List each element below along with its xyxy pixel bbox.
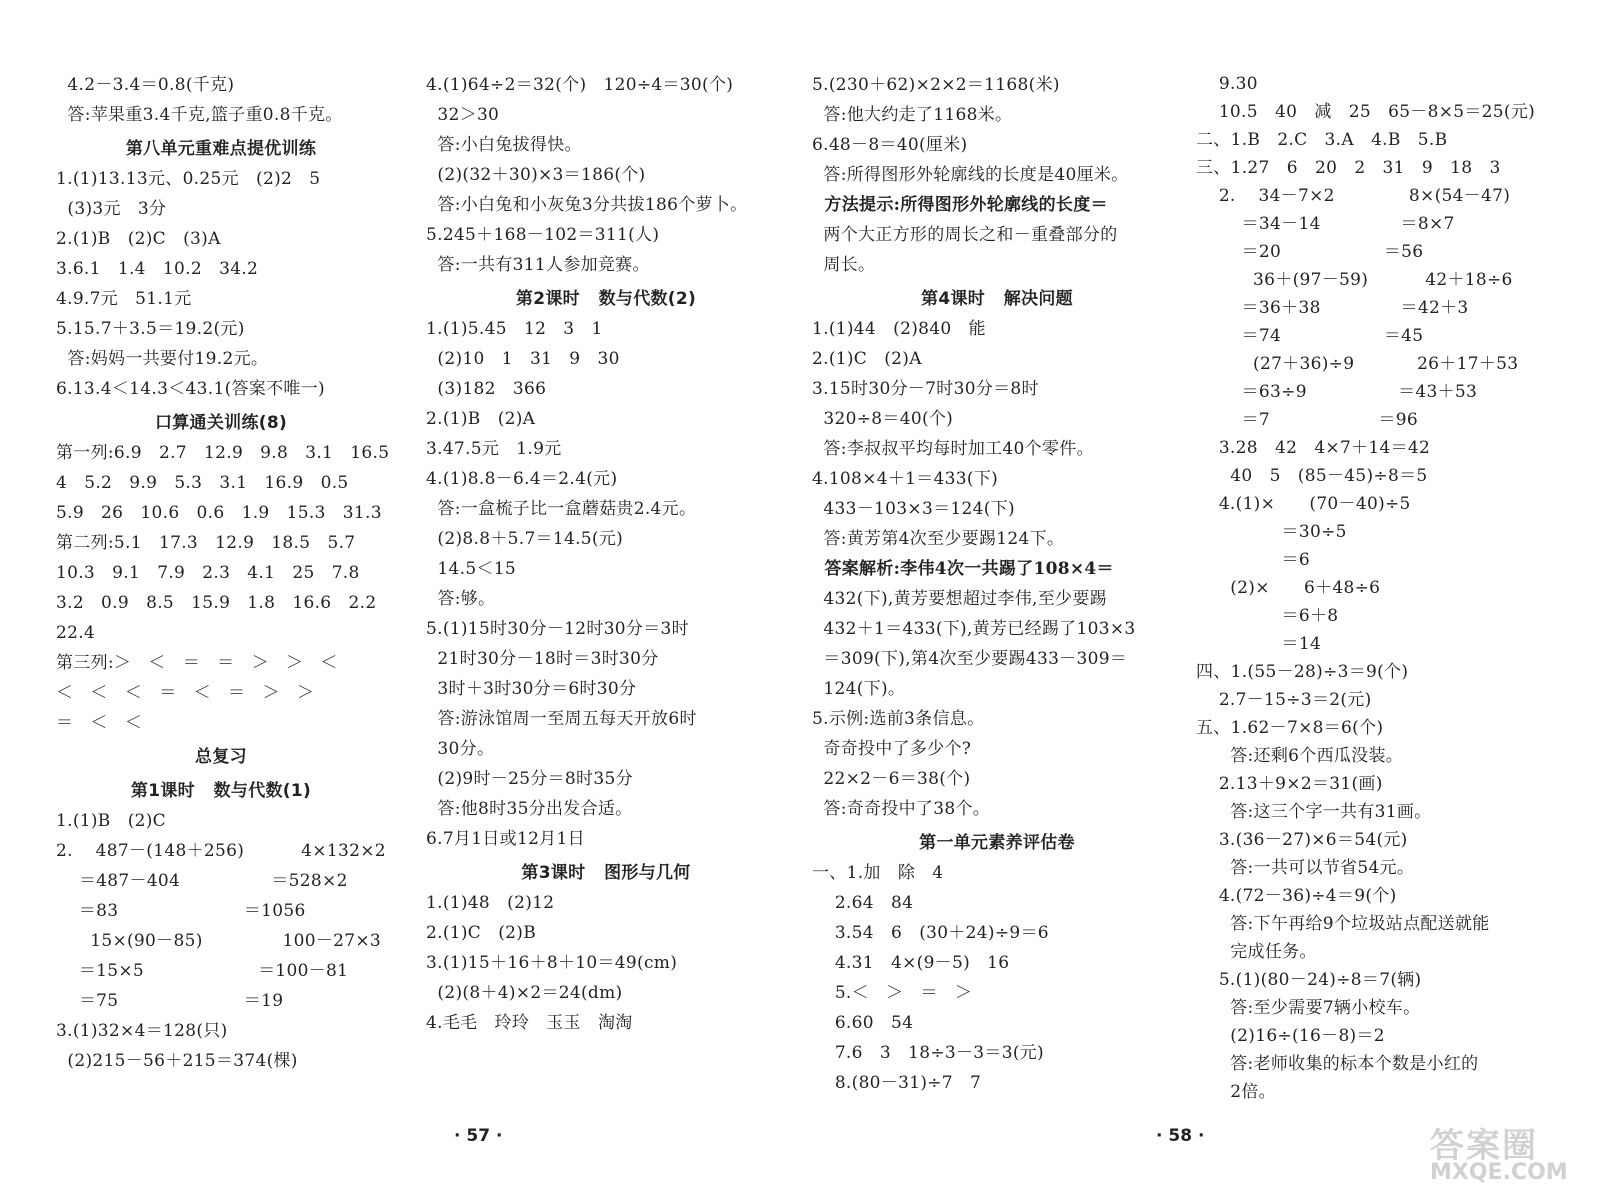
answer-line: 22×2－6＝38(个) — [812, 769, 971, 789]
answer-line: 2.64 84 — [812, 893, 914, 913]
answer-line: 2.(1)B (2)A — [426, 409, 536, 429]
answer-line: 2.(1)C (2)B — [426, 923, 536, 943]
answer-line: ＝20 ＝56 — [1196, 242, 1424, 262]
answer-line: 3.28 42 4×7＋14＝42 — [1196, 438, 1431, 458]
answer-line: 124(下)。 — [812, 679, 906, 699]
answer-line: 1.(1)48 (2)12 — [426, 893, 555, 913]
answer-line: 30分。 — [426, 739, 495, 759]
answer-line: 二、1.B 2.C 3.A 4.B 5.B — [1196, 130, 1448, 150]
answer-line: 6.7月1日或12月1日 — [426, 829, 585, 849]
answer-column-3 — [812, 70, 1182, 1098]
answer-line: 1.(1)44 (2)840 能 — [812, 319, 986, 339]
answer-line: 5.245＋168－102＝311(人) — [426, 225, 660, 245]
answer-line: 3.(1)32×4＝128(只) — [56, 1021, 228, 1041]
answer-line: 完成任务。 — [1196, 942, 1317, 962]
answer-line: 答:老师收集的标本个数是小红的 — [1196, 1054, 1479, 1074]
answer-line: ＝83 ＝1056 — [56, 901, 306, 921]
answer-line: 答:所得图形外轮廓线的长度是40厘米。 — [812, 165, 1129, 185]
section-heading: 第4课时 解决问题 — [921, 289, 1073, 309]
answer-line: 8.(80－31)÷7 7 — [812, 1073, 982, 1093]
watermark-url: MXQE.COM — [1430, 1160, 1568, 1185]
answer-column-2 — [426, 70, 786, 1038]
answer-line: ＝ ＜ ＜ — [56, 713, 143, 733]
answer-line: 4.2－3.4＝0.8(千克) — [56, 75, 235, 95]
answer-line: ＝75 ＝19 — [56, 991, 284, 1011]
answer-line: 6.60 54 — [812, 1013, 914, 1033]
answer-line: 4.108×4＋1＝433(下) — [812, 469, 999, 489]
answer-line: 4.(1)64÷2＝32(个) 120÷4＝30(个) — [426, 75, 734, 95]
page-number-left: · 57 · — [454, 1126, 503, 1146]
answer-line: 答:还剩6个西瓜没装。 — [1196, 746, 1404, 766]
answer-line: 五、1.62－7×8＝6(个) — [1196, 718, 1384, 738]
answer-line: (2)× 6＋48÷6 — [1196, 578, 1381, 598]
answer-line: 7.6 3 18÷3－3＝3(元) — [812, 1043, 1044, 1063]
answer-line: 2倍。 — [1196, 1082, 1276, 1102]
answer-line: 答:至少需要7辆小校车。 — [1196, 998, 1421, 1018]
answer-line: 3.6.1 1.4 10.2 34.2 — [56, 259, 259, 279]
answer-line: 答:一共可以节省54元。 — [1196, 858, 1415, 878]
answer-line: 4.(72－36)÷4＝9(个) — [1196, 886, 1397, 906]
answer-line: 32＞30 — [426, 105, 500, 125]
answer-line: 4.9.7元 51.1元 — [56, 289, 192, 309]
answer-line: 10.5 40 减 25 65－8×5＝25(元) — [1196, 102, 1536, 122]
answer-line: 36＋(97－59) 42＋18÷6 — [1196, 270, 1513, 290]
answer-line: (3)182 366 — [426, 379, 547, 399]
answer-line: 四、1.(55－28)÷3＝9(个) — [1196, 662, 1409, 682]
answer-line: 4.毛毛 玲玲 玉玉 淘淘 — [426, 1013, 633, 1033]
answer-line: 答:游泳馆周一至周五每天开放6时 — [426, 709, 697, 729]
answer-line: 答:妈妈一共要付19.2元。 — [56, 349, 269, 369]
answer-line: 9.30 — [1196, 74, 1258, 94]
answer-line: 答案解析:李伟4次一共踢了108×4＝ — [812, 559, 1114, 579]
answer-line: 答:小白兔和小灰兔3分共拔186个萝卜。 — [426, 195, 748, 215]
answer-line: 5.＜ ＞ ＝ ＞ — [812, 983, 973, 1003]
answer-line: 答:他8时35分出发合适。 — [426, 799, 633, 819]
answer-line: 3.54 6 (30＋24)÷9＝6 — [812, 923, 1049, 943]
section-heading: 第1课时 数与代数(1) — [130, 781, 312, 801]
answer-line: ＝15×5 ＝100－81 — [56, 961, 349, 981]
answer-line: 答:苹果重3.4千克,篮子重0.8千克。 — [56, 105, 343, 125]
answer-line: 433－103×3＝124(下) — [812, 499, 1015, 519]
answer-line: 10.3 9.1 7.9 2.3 4.1 25 7.8 — [56, 563, 360, 583]
answer-line: 答:下午再给9个垃圾站点配送就能 — [1196, 914, 1490, 934]
answer-line: 三、1.27 6 20 2 31 9 18 3 — [1196, 158, 1501, 178]
section-heading: 总复习 — [195, 747, 247, 767]
answer-line: 2.7－15÷3＝2(元) — [1196, 690, 1372, 710]
answer-line: 1.(1)5.45 12 3 1 — [426, 319, 603, 339]
answer-line: 2.(1)B (2)C (3)A — [56, 229, 221, 249]
answer-line: 答:够。 — [426, 589, 496, 609]
answer-line: 3.15时30分－7时30分＝8时 — [812, 379, 1039, 399]
answer-line: ＝6＋8 — [1196, 606, 1339, 626]
section-heading: 第八单元重难点提优训练 — [125, 139, 317, 159]
answer-line: 14.5＜15 — [426, 559, 516, 579]
answer-line: ＝14 — [1196, 634, 1322, 654]
answer-line: 3.(1)15＋16＋8＋10＝49(cm) — [426, 953, 678, 973]
answer-line: 两个大正方形的周长之和－重叠部分的 — [812, 225, 1118, 245]
answer-line: ＝6 — [1196, 550, 1310, 570]
answer-line: 5.15.7＋3.5＝19.2(元) — [56, 319, 245, 339]
section-heading: 第3课时 图形与几何 — [521, 863, 691, 883]
answer-line: 第一列:6.9 2.7 12.9 9.8 3.1 16.5 — [56, 443, 390, 463]
answer-line: 第二列:5.1 17.3 12.9 18.5 5.7 — [56, 533, 356, 553]
answer-line: 432(下),黄芳要想超过李伟,至少要踢 — [812, 589, 1107, 609]
answer-line: 奇奇投中了多少个? — [812, 739, 972, 759]
answer-line: ＝309(下),第4次至少要踢433－309＝ — [812, 649, 1128, 669]
answer-line: (2)(32＋30)×3＝186(个) — [426, 165, 646, 185]
answer-line: (3)3元 3分 — [56, 199, 167, 219]
section-heading: 口算通关训练(8) — [154, 413, 288, 433]
section-heading: 第一单元素养评估卷 — [919, 833, 1075, 853]
answer-line: 3.(36－27)×6＝54(元) — [1196, 830, 1408, 850]
answer-line: 40 5 (85－45)÷8＝5 — [1196, 466, 1428, 486]
answer-line: 6.48－8＝40(厘米) — [812, 135, 968, 155]
answer-line: 答:奇奇投中了38个。 — [812, 799, 991, 819]
answer-line: ＝74 ＝45 — [1196, 326, 1424, 346]
answer-line: 4.(1)× (70－40)÷5 — [1196, 494, 1411, 514]
answer-line: 15×(90－85) 100－27×3 — [56, 931, 382, 951]
watermark-chars: 答案圈 — [1430, 1126, 1538, 1166]
answer-line: (2)16÷(16－8)＝2 — [1196, 1026, 1385, 1046]
answer-line: 21时30分－18时＝3时30分 — [426, 649, 659, 669]
answer-line: (2)(8＋4)×2＝24(dm) — [426, 983, 623, 1003]
answer-line: 答:李叔叔平均每时加工40个零件。 — [812, 439, 1094, 459]
answer-line: 4.31 4×(9－5) 16 — [812, 953, 1010, 973]
answer-line: 方法提示:所得图形外轮廓线的长度＝ — [812, 195, 1108, 215]
answer-line: 1.(1)B (2)C — [56, 811, 166, 831]
answer-line: (2)215－56＋215＝374(棵) — [56, 1051, 298, 1071]
answer-line: (2)10 1 31 9 30 — [426, 349, 620, 369]
answer-line: 答:黄芳第4次至少要踢124下。 — [812, 529, 1065, 549]
answer-line: 答:他大约走了1168米。 — [812, 105, 1013, 125]
answer-line: 4.(1)8.8－6.4＝2.4(元) — [426, 469, 618, 489]
answer-line: 周长。 — [812, 255, 876, 275]
answer-line: 2. 34－7×2 8×(54－47) — [1196, 186, 1511, 206]
answer-line: 答:这三个字一共有31画。 — [1196, 802, 1432, 822]
answer-column-4 — [1196, 70, 1576, 1106]
answer-line: 2.(1)C (2)A — [812, 349, 922, 369]
answer-line: ＝487－404 ＝528×2 — [56, 871, 348, 891]
answer-line: 432＋1＝433(下),黄芳已经踢了103×3 — [812, 619, 1136, 639]
answer-line: 2. 487－(148＋256) 4×132×2 — [56, 841, 386, 861]
answer-line: 22.4 — [56, 623, 96, 643]
watermark-logo — [1430, 1118, 1580, 1190]
answer-line: 答:一共有311人参加竞赛。 — [426, 255, 650, 275]
answer-line: ＝36＋38 ＝42＋3 — [1196, 298, 1469, 318]
answer-line: ＝7 ＝96 — [1196, 410, 1418, 430]
answer-line: 5.示例:选前3条信息。 — [812, 709, 985, 729]
answer-line: 320÷8＝40(个) — [812, 409, 954, 429]
answer-line: 5.(1)(80－24)÷8＝7(辆) — [1196, 970, 1422, 990]
answer-line: 4 5.2 9.9 5.3 3.1 16.9 0.5 — [56, 473, 349, 493]
answer-line: (2)8.8＋5.7＝14.5(元) — [426, 529, 624, 549]
answer-line: (2)9时－25分＝8时35分 — [426, 769, 633, 789]
answer-line: 6.13.4＜14.3＜43.1(答案不唯一) — [56, 379, 325, 399]
answer-line: 3时＋3时30分＝6时30分 — [426, 679, 637, 699]
answer-line: 答:一盒梳子比一盒蘑菇贵2.4元。 — [426, 499, 697, 519]
answer-line: 一、1.加 除 4 — [812, 863, 944, 883]
answer-line: 答:小白兔拔得快。 — [426, 135, 582, 155]
answer-line: 3.47.5元 1.9元 — [426, 439, 562, 459]
answer-column-1 — [56, 70, 390, 1076]
answer-line: 1.(1)13.13元、0.25元 (2)2 5 — [56, 169, 321, 189]
answer-line: 第三列:＞ ＜ ＝ ＝ ＞ ＞ ＜ — [56, 653, 338, 673]
answer-line: ＝34－14 ＝8×7 — [1196, 214, 1455, 234]
answer-line: ＝30÷5 — [1196, 522, 1347, 542]
answer-line: ＝63÷9 ＝43＋53 — [1196, 382, 1478, 402]
answer-line: 5.9 26 10.6 0.6 1.9 15.3 31.3 — [56, 503, 382, 523]
answer-line: ＜ ＜ ＜ ＝ ＜ ＝ ＞ ＞ — [56, 683, 315, 703]
answer-line: 5.(1)15时30分－12时30分＝3时 — [426, 619, 689, 639]
answer-line: 2.13＋9×2＝31(画) — [1196, 774, 1383, 794]
answer-line: (27＋36)÷9 26＋17＋53 — [1196, 354, 1519, 374]
page-number-right: · 58 · — [1156, 1126, 1205, 1146]
section-heading: 第2课时 数与代数(2) — [515, 289, 697, 309]
answer-line: 3.2 0.9 8.5 15.9 1.8 16.6 2.2 — [56, 593, 377, 613]
answer-line: 5.(230＋62)×2×2＝1168(米) — [812, 75, 1060, 95]
